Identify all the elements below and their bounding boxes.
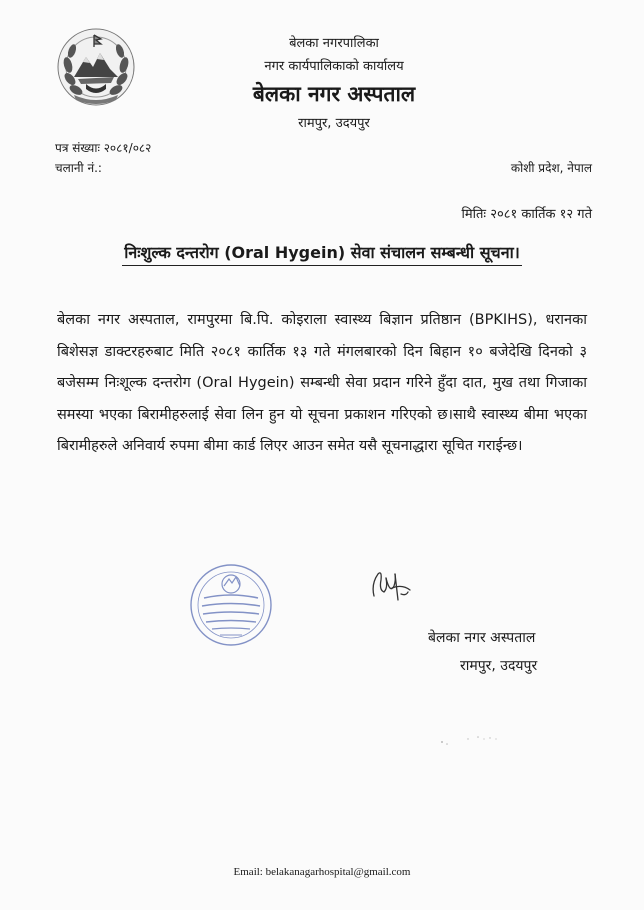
hospital-title: बेलका नगर अस्पताल <box>252 82 416 106</box>
notice-date: मितिः २०८१ कार्तिक १२ गते <box>461 207 592 222</box>
notice-subject <box>0 241 644 263</box>
office-seal-stamp <box>188 562 274 648</box>
signatory-organization: बेलका नगर अस्पताल <box>428 630 536 646</box>
notice-body: बेलका नगर अस्पताल, रामपुरमा बि.पि. कोइराला स्वास्थ्य बिज्ञान प्रतिष्ठान (BPKIHS), धरानका बिशेसज्ञ डाक्टरहरुबाट मिति २०८१ कार्तिक १३ गते मंगलबारको दिन बिहान १० बजेदेखि दिनको ३ बजेसम्म निःशूल्क दन्तरोग (Oral Hygein) सम्बन्धी सेवा प्रदान गरिने हुँदा दात, मुख तथा गिजाका समस्या भएका बिरामीहरुलाई सेवा लिन हुन यो सूचना प्रकाशन गरिएको छ।साथै स्वास्थ्य बीमा भएका बिरामीहरुले अनिवार्य रुपमा बीमा कार्ड लिएर आउन समेत यसै सूचनाद्धारा सूचित गराईन्छ। <box>57 312 587 454</box>
hospital-address: रामपुर, उदयपुर <box>298 116 370 131</box>
signatory-address: रामपुर, उदयपुर <box>460 658 538 674</box>
municipality-name: बेलका नगरपालिका <box>289 36 379 51</box>
scan-smudge <box>438 733 508 749</box>
province-label: कोशी प्रदेश, नेपाल <box>510 161 592 175</box>
office-name: नगर कार्यपालिकाको कार्यालय <box>264 59 404 74</box>
dispatch-number: चलानी नं.: <box>55 161 102 175</box>
subject-text: निःशुल्क दन्तरोग (Oral Hygein) सेवा संचालन सम्बन्धी सूचना। <box>122 243 522 266</box>
reference-number: पत्र संख्याः २०८१/०८२ <box>55 141 152 155</box>
handwritten-signature <box>368 566 414 604</box>
footer-email: Email: belakanagarhospital@gmail.com <box>233 866 411 878</box>
